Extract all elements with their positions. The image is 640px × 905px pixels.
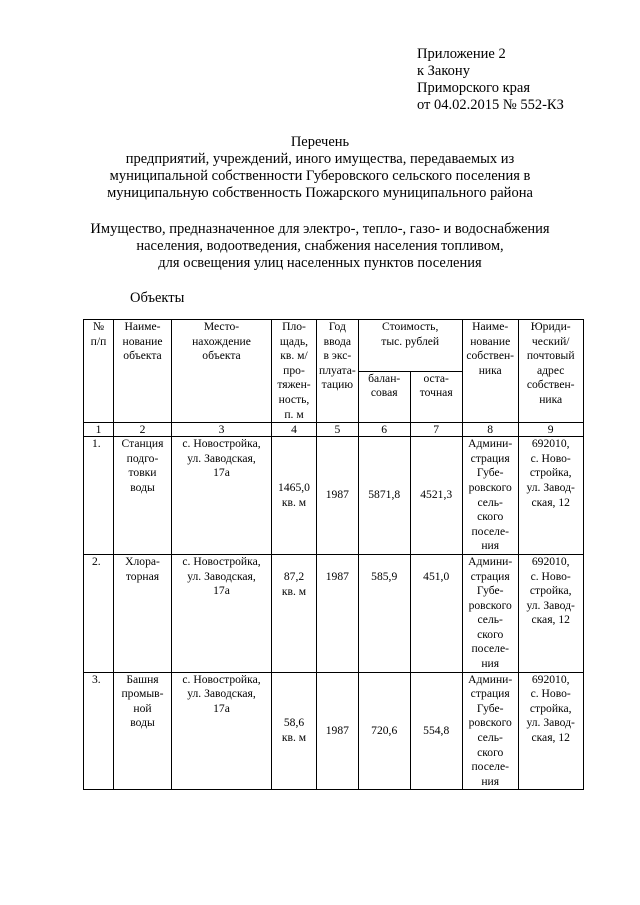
appendix-line: от 04.02.2015 № 552-КЗ bbox=[417, 97, 564, 113]
cell-year: 1987 bbox=[317, 437, 359, 555]
table-row bbox=[84, 672, 584, 790]
cell-area: 58,6 кв. м bbox=[272, 672, 317, 790]
table-row bbox=[84, 554, 584, 672]
objects-heading: Объекты bbox=[130, 290, 185, 306]
cell-area: 1465,0 кв. м bbox=[272, 437, 317, 555]
cell-name: Станция подго- товки воды bbox=[114, 437, 172, 555]
header-balance: балан- совая bbox=[358, 371, 410, 423]
cell-address: 692010, с. Ново- стройка, ул. Завод- ская, 12 bbox=[518, 437, 583, 555]
cell-owner: Админи- страция Губе- ровского сель- ского поселе- ния bbox=[462, 554, 518, 672]
column-number: 4 bbox=[272, 423, 317, 437]
cell-no: 2. bbox=[84, 554, 114, 672]
appendix-line: Приложение 2 bbox=[417, 46, 506, 62]
cell-no: 3. bbox=[84, 672, 114, 790]
header-location: Место- нахождение объекта bbox=[172, 320, 272, 423]
subtitle-line: Имущество, предназначенное для электро-, тепло-, газо- и водоснабжения bbox=[90, 221, 550, 237]
header-year: Год ввода в экс- плуата- тацию bbox=[317, 320, 359, 423]
table-row bbox=[84, 437, 584, 555]
cell-name: Башня промыв- ной воды bbox=[114, 672, 172, 790]
cell-location: с. Новостройка, ул. Заводская, 17а bbox=[172, 672, 272, 790]
cell-year: 1987 bbox=[317, 554, 359, 672]
cell-name: Хлора- торная bbox=[114, 554, 172, 672]
column-number: 3 bbox=[172, 423, 272, 437]
title-line: предприятий, учреждений, иного имущества, передаваемых из bbox=[125, 151, 515, 167]
cell-balance: 720,6 bbox=[358, 672, 410, 790]
header-name: Наиме- нование объекта bbox=[114, 320, 172, 423]
appendix-reference bbox=[417, 46, 564, 114]
column-number: 2 bbox=[114, 423, 172, 437]
cell-location: с. Новостройка, ул. Заводская, 17а bbox=[172, 437, 272, 555]
cell-no: 1. bbox=[84, 437, 114, 555]
document-subtitle bbox=[0, 221, 640, 272]
cell-residual: 451,0 bbox=[410, 554, 462, 672]
column-number: 5 bbox=[317, 423, 359, 437]
cell-location: с. Новостройка, ул. Заводская, 17а bbox=[172, 554, 272, 672]
cell-residual: 554,8 bbox=[410, 672, 462, 790]
subtitle-line: для освещения улиц населенных пунктов поселения bbox=[158, 255, 482, 271]
header-no: № п/п bbox=[84, 320, 114, 423]
cell-owner: Админи- страция Губе- ровского сель- ского поселе- ния bbox=[462, 437, 518, 555]
cell-area: 87,2 кв. м bbox=[272, 554, 317, 672]
title-line: муниципальную собственность Пожарского муниципального района bbox=[107, 185, 533, 201]
appendix-line: к Закону bbox=[417, 63, 470, 79]
column-number: 6 bbox=[358, 423, 410, 437]
document-title bbox=[0, 134, 640, 202]
column-number: 1 bbox=[84, 423, 114, 437]
cell-address: 692010, с. Ново- стройка, ул. Завод- ская, 12 bbox=[518, 672, 583, 790]
column-number: 8 bbox=[462, 423, 518, 437]
header-address: Юриди- ческий/ почтовый адрес собствен- ника bbox=[518, 320, 583, 423]
cell-address: 692010, с. Ново- стройка, ул. Завод- ская, 12 bbox=[518, 554, 583, 672]
appendix-line: Приморского края bbox=[417, 80, 531, 96]
title-line: Перечень bbox=[290, 134, 350, 150]
cell-owner: Админи- страция Губе- ровского сель- ского поселе- ния bbox=[462, 672, 518, 790]
header-cost: Стоимость, тыс. рублей bbox=[358, 320, 462, 372]
column-number: 7 bbox=[410, 423, 462, 437]
title-line: муниципальной собственности Губеровского сельского поселения в bbox=[109, 168, 531, 184]
column-number: 9 bbox=[518, 423, 583, 437]
cell-balance: 5871,8 bbox=[358, 437, 410, 555]
header-residual: оста- точная bbox=[410, 371, 462, 423]
cell-year: 1987 bbox=[317, 672, 359, 790]
header-area: Пло- щадь, кв. м/ про- тяжен- ность, п. м bbox=[272, 320, 317, 423]
cell-residual: 4521,3 bbox=[410, 437, 462, 555]
property-table bbox=[83, 319, 584, 790]
header-owner: Наиме- нование собствен- ника bbox=[462, 320, 518, 423]
subtitle-line: населения, водоотведения, снабжения населения топливом, bbox=[136, 238, 504, 254]
cell-balance: 585,9 bbox=[358, 554, 410, 672]
